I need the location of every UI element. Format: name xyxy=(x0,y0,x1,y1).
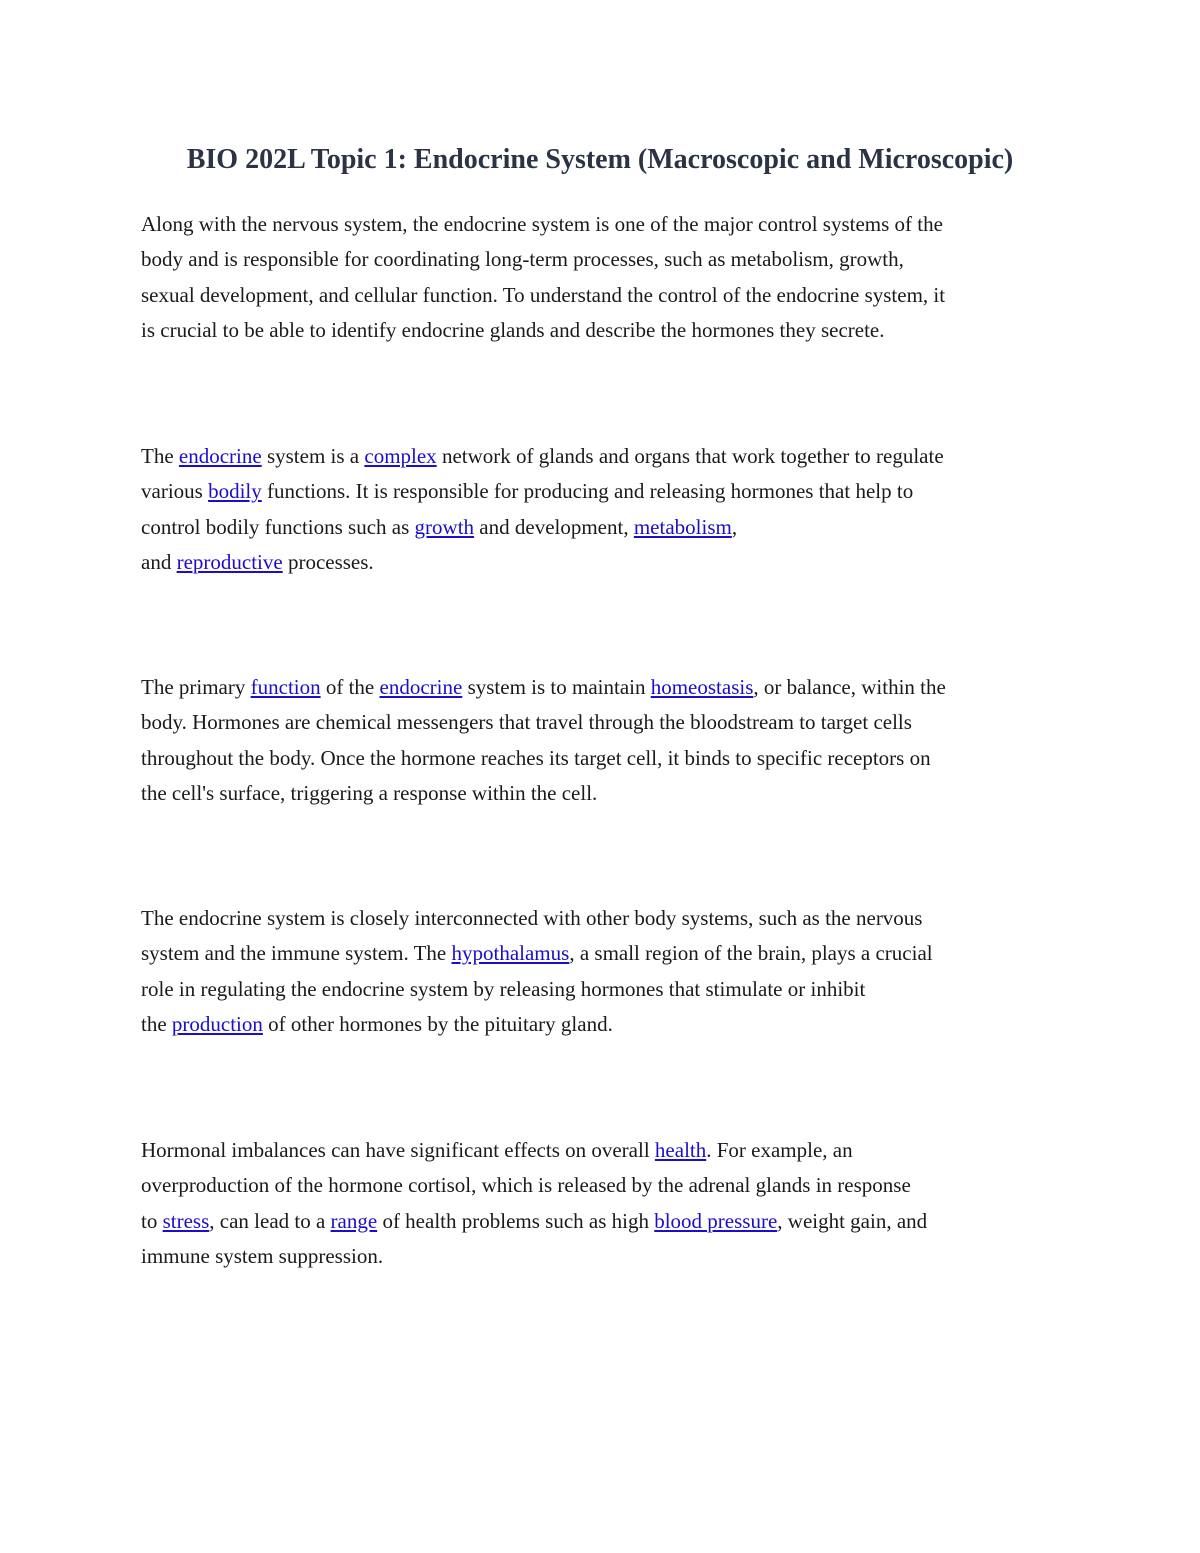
paragraph-line xyxy=(141,936,1071,971)
paragraph-line: throughout the body. Once the hormone reaches its target cell, it binds to specific receptors on xyxy=(141,745,931,770)
link-endocrine[interactable]: endocrine xyxy=(379,675,463,699)
paragraph-line: overproduction of the hormone cortisol, which is released by the adrenal glands in response xyxy=(141,1173,911,1198)
text-run: functions. It is responsible for producing and releasing hormones that help to xyxy=(261,479,914,504)
text-run: various xyxy=(141,479,209,504)
link-complex[interactable]: complex xyxy=(364,444,437,468)
text-run: system and the immune system. The xyxy=(141,941,452,966)
paragraph-line: Along with the nervous system, the endocrine system is one of the major control systems of the xyxy=(141,212,943,236)
paragraph-line: the cell's surface, triggering a response within the cell. xyxy=(141,780,598,805)
link-homeostasis[interactable]: homeostasis xyxy=(650,675,754,699)
paragraph-line xyxy=(141,439,1071,474)
link-blood-pressure[interactable]: blood pressure xyxy=(654,1208,778,1233)
link-growth[interactable]: growth xyxy=(414,514,475,539)
text-run: processes. xyxy=(282,549,374,574)
text-run: control bodily functions such as xyxy=(141,514,415,539)
text-run: network of glands and organs that work together to regulate xyxy=(436,444,944,468)
link-stress[interactable]: stress xyxy=(162,1208,210,1233)
text-run: to xyxy=(141,1208,163,1233)
paragraph-line: sexual development, and cellular function. To understand the control of the endocrine system, it xyxy=(141,282,946,307)
link-endocrine[interactable]: endocrine xyxy=(178,444,262,468)
link-bodily[interactable]: bodily xyxy=(208,479,262,504)
link-metabolism[interactable]: metabolism xyxy=(633,514,732,539)
text-run: , a small region of the brain, plays a crucial xyxy=(569,941,933,966)
link-hypothalamus[interactable]: hypothalamus xyxy=(451,941,570,966)
paragraph-line xyxy=(141,1007,1071,1042)
text-run: and xyxy=(141,549,177,574)
paragraph-line: immune system suppression. xyxy=(141,1243,384,1268)
paragraph-line: is crucial to be able to identify endocrine glands and describe the hormones they secrete. xyxy=(141,317,885,342)
paragraph-line xyxy=(141,474,1071,509)
text-run: Hormonal imbalances can have significant effects on overall xyxy=(141,1138,655,1162)
link-reproductive[interactable]: reproductive xyxy=(176,549,283,574)
text-run: The xyxy=(141,444,179,468)
paragraph-line xyxy=(141,670,1071,705)
paragraph-line xyxy=(141,1204,1071,1239)
paragraph-interconnection xyxy=(141,901,1071,1042)
paragraph-line: body and is responsible for coordinating long-term processes, such as metabolism, growth, xyxy=(141,247,904,272)
text-run: the xyxy=(141,1011,172,1036)
text-run: , or balance, within the xyxy=(753,675,946,699)
text-run: of the xyxy=(320,675,380,699)
text-run: , xyxy=(731,514,738,539)
paragraph-imbalances xyxy=(141,1133,1071,1274)
paragraph-intro xyxy=(141,207,1071,348)
link-function[interactable]: function xyxy=(250,675,321,699)
paragraph-line xyxy=(141,1133,1071,1168)
paragraph-line xyxy=(141,510,1071,545)
paragraph-function xyxy=(141,670,1071,811)
text-run: , weight gain, and xyxy=(777,1208,928,1233)
paragraph-line: body. Hormones are chemical messengers that travel through the bloodstream to target cells xyxy=(141,710,912,735)
link-health[interactable]: health xyxy=(654,1138,707,1162)
paragraph-line: role in regulating the endocrine system by releasing hormones that stimulate or inhibit xyxy=(141,976,866,1001)
text-run: system is a xyxy=(261,444,365,468)
text-run: system is to maintain xyxy=(462,675,651,699)
paragraph-line: The endocrine system is closely interconnected with other body systems, such as the nervous xyxy=(141,906,923,930)
document-title: BIO 202L Topic 1: Endocrine System (Macroscopic and Microscopic) xyxy=(186,144,1014,175)
text-run: , can lead to a xyxy=(209,1208,331,1233)
link-range[interactable]: range xyxy=(330,1208,378,1233)
link-production[interactable]: production xyxy=(171,1011,263,1036)
text-run: The primary xyxy=(141,675,251,699)
paragraph-overview xyxy=(141,439,1071,580)
text-run: and development, xyxy=(474,514,634,539)
text-run: of other hormones by the pituitary gland. xyxy=(262,1011,613,1036)
text-run: . For example, an xyxy=(706,1138,853,1162)
text-run: of health problems such as high xyxy=(377,1208,655,1233)
paragraph-line xyxy=(141,545,1071,580)
